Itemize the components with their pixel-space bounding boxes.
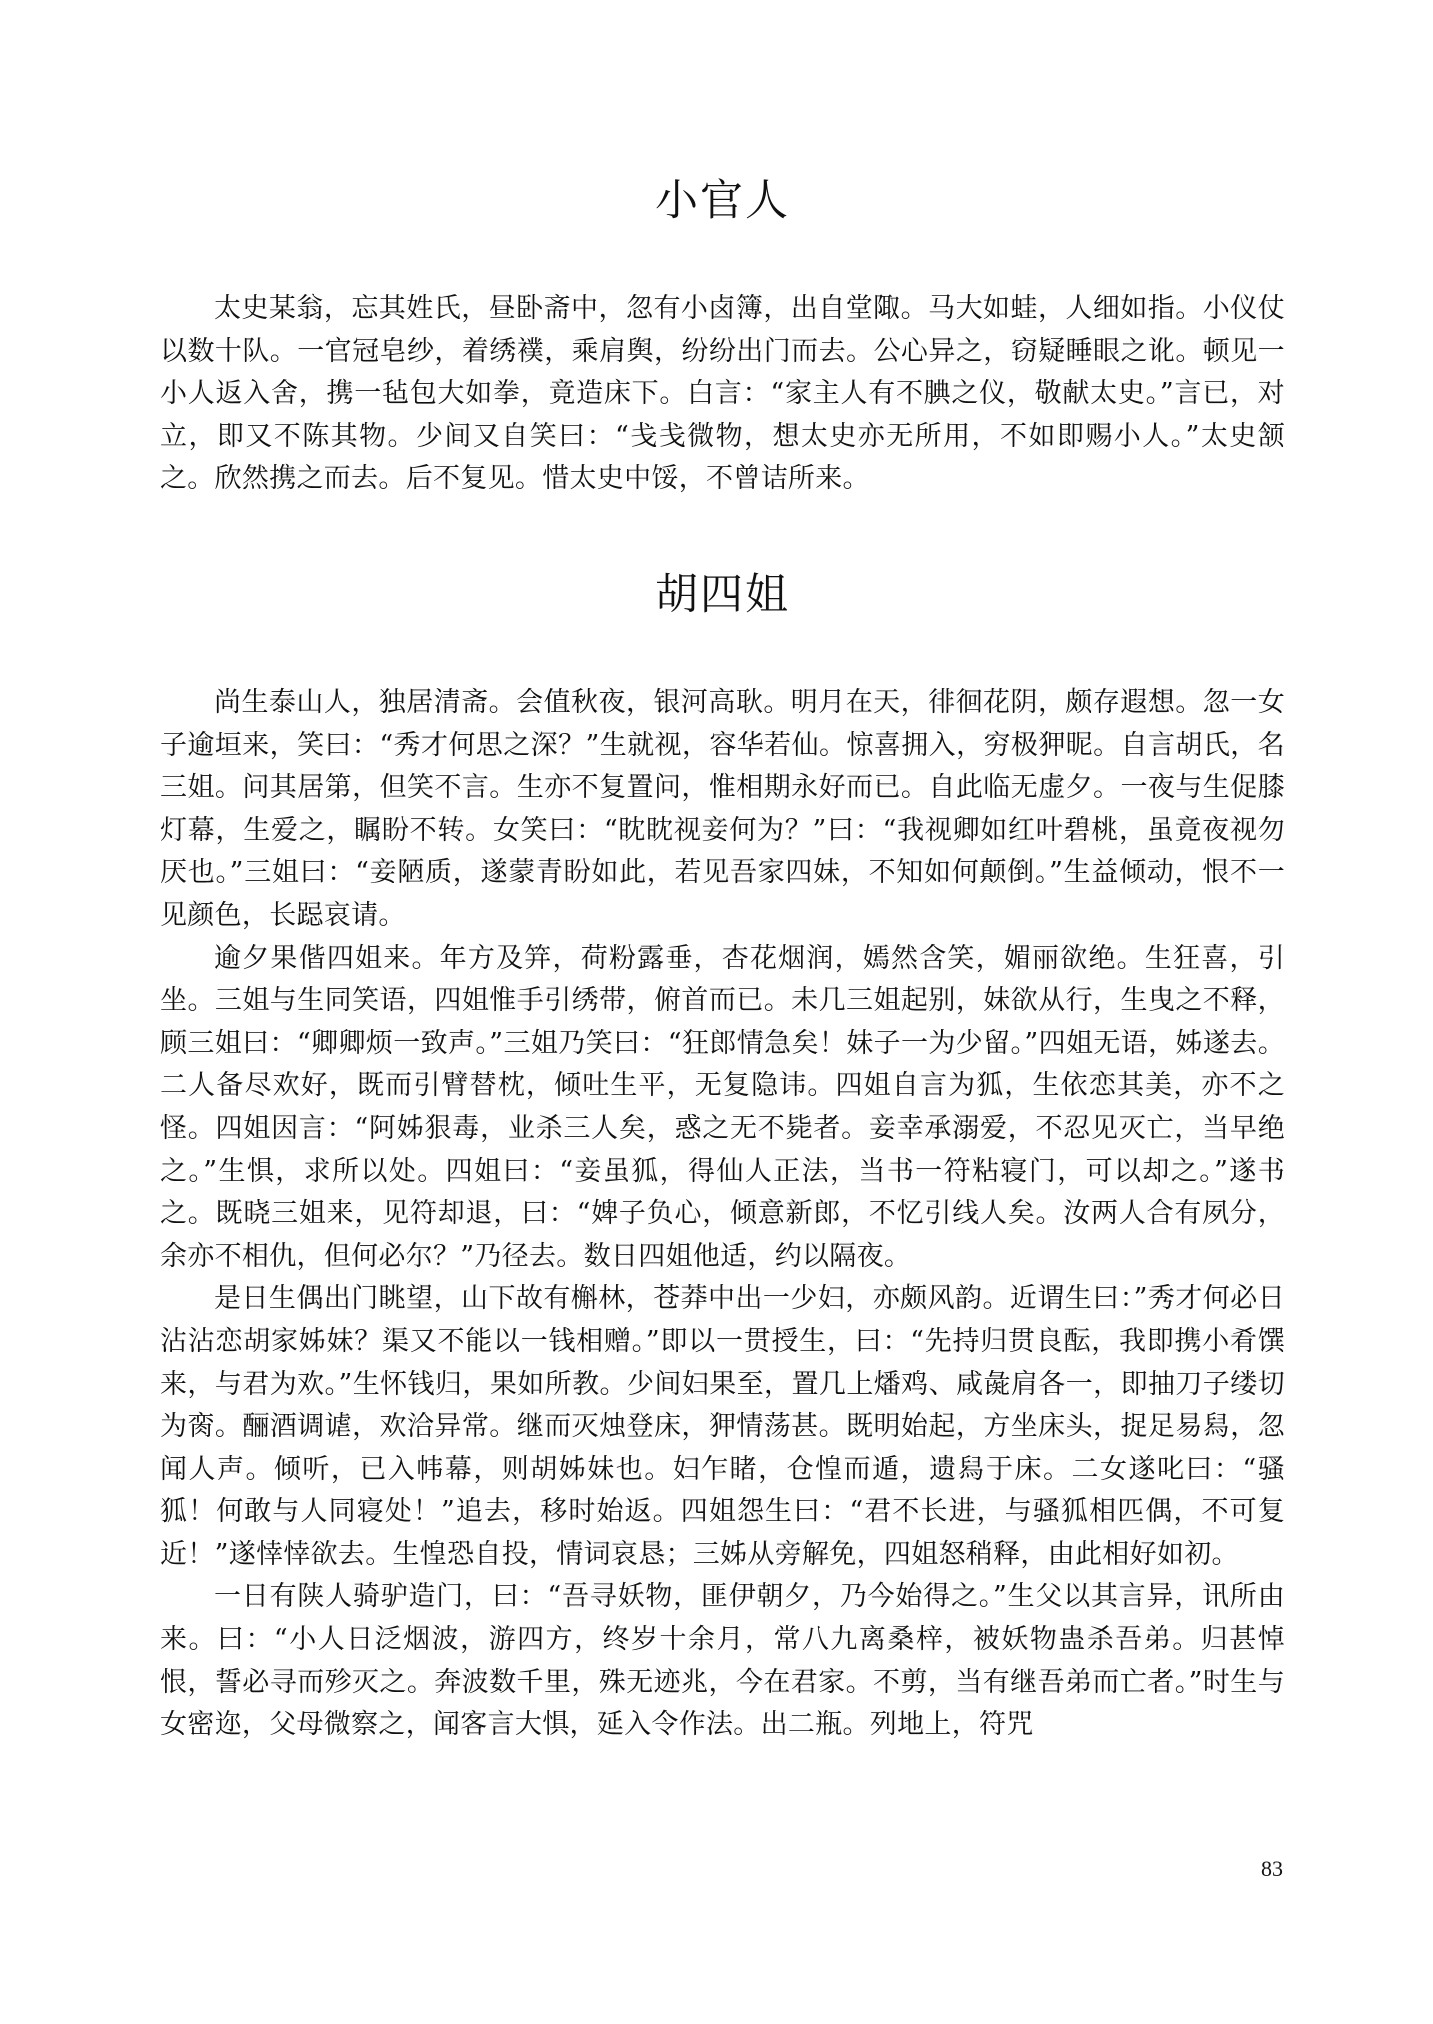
story-body-hu-si-jie [160, 682, 1285, 1747]
story-title-hu-si-jie: 胡四姐 [655, 570, 790, 620]
story-body-xiao-guan-ren [160, 288, 1285, 501]
paragraph: 太史某翁，忘其姓氏，昼卧斋中，忽有小卤簿，出自堂陬。马大如蛙，人细如指。小仪仗以数十队。一官冠皂纱，着绣襆，乘肩舆，纷纷出门而去。公心异之，窃疑睡眼之讹。顿见一小人返入舍，携一毡包大如拳，竟造床下。白言：“家主人有不腆之仪，敬献太史。”言已，对立，即又不陈其物。少间又自笑曰：“戋戋微物，想太史亦无所用，不如即赐小人。”太史颔之。欣然携之而去。后不复见。惜太史中馁，不曾诘所来。 [160, 293, 1285, 495]
paragraph: 是日生偶出门眺望，山下故有槲林，苍莽中出一少妇，亦颇风韵。近谓生曰：”秀才何必日沾沾恋胡家姊妹？渠又不能以一钱相赠。”即以一贯授生，曰：“先持归贯良酝，我即携小肴馔来，与君为欢。”生怀钱归，果如所教。少间妇果至，置几上燔鸡、咸彘肩各一，即抽刀子缕切为脔。酾酒调谑，欢洽异常。继而灭烛登床，狎情荡甚。既明始起，方坐床头，捉足易舄，忽闻人声。倾听，已入帏幕，则胡姊妹也。妇乍睹，仓惶而遁，遗舄于床。二女遂叱曰：“骚狐！何敢与人同寝处！”追去，移时始返。四姐怨生曰：“君不长进，与骚狐相匹偶，不可复近！”遂悻悻欲去。生惶恐自投，情词哀恳；三姊从旁解免，四姐怒稍释，由此相好如初。 [160, 1283, 1285, 1570]
page-number: 83 [1261, 1856, 1283, 1881]
paragraph: 逾夕果偕四姐来。年方及笄，荷粉露垂，杏花烟润，嫣然含笑，媚丽欲绝。生狂喜，引坐。三姐与生同笑语，四姐惟手引绣带，俯首而已。未几三姐起别，妹欲从行，生曳之不释，顾三姐曰：“卿卿烦一致声。”三姐乃笑曰：“狂郎情急矣！妹子一为少留。”四姐无语，姊遂去。二人备尽欢好，既而引臂替枕，倾吐生平，无复隐讳。四姐自言为狐，生依恋其美，亦不之怪。四姐因言：“阿姊狠毒，业杀三人矣，惑之无不毙者。妾幸承溺爱，不忍见灭亡，当早绝之。”生惧，求所以处。四姐曰：“妾虽狐，得仙人正法，当书一符粘寝门，可以却之。”遂书之。既晓三姐来，见符却退，曰：“婢子负心，倾意新郎，不忆引线人矣。汝两人合有夙分，余亦不相仇，但何必尔？”乃径去。数日四姐他适，约以隔夜。 [160, 942, 1285, 1272]
story-title-xiao-guan-ren: 小官人 [655, 176, 790, 226]
paragraph: 一日有陕人骑驴造门，曰：“吾寻妖物，匪伊朝夕，乃今始得之。”生父以其言异，讯所由来。曰：“小人日泛烟波，游四方，终岁十余月，常八九离桑梓，被妖物蛊杀吾弟。归甚悼恨，誓必寻而殄灭之。奔波数千里，殊无迹兆，今在君家。不剪，当有继吾弟而亡者。”时生与女密迩，父母微察之，闻客言大惧，延入令作法。出二瓶。列地上，符咒 [160, 1581, 1285, 1741]
paragraph: 尚生泰山人，独居清斋。会值秋夜，银河高耿。明月在天，徘徊花阴，颇存遐想。忽一女子逾垣来，笑曰：“秀才何思之深？”生就视，容华若仙。惊喜拥入，穷极狎昵。自言胡氏，名三姐。问其居第，但笑不言。生亦不复置问，惟相期永好而已。自此临无虚夕。一夜与生促膝灯幕，生爱之，瞩盼不转。女笑曰：“眈眈视妾何为？”曰：“我视卿如红叶碧桃，虽竟夜视勿厌也。”三姐曰：“妾陋质，遂蒙青盼如此，若见吾家四妹，不知如何颠倒。”生益倾动，恨不一见颜色，长跽哀请。 [160, 687, 1285, 931]
document-page [160, 0, 1285, 2024]
